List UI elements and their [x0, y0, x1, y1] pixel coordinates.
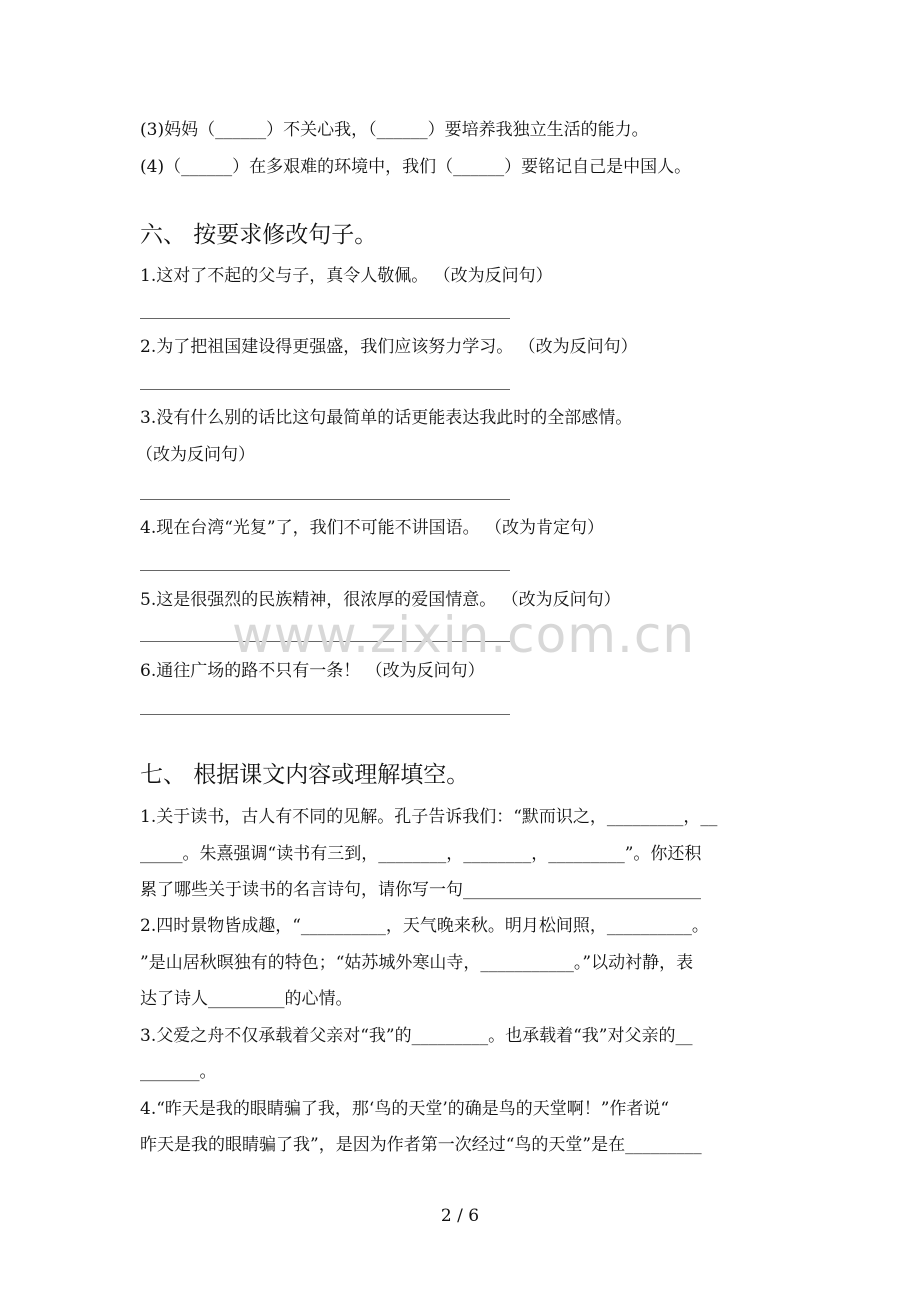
- answer-line-2[interactable]: [140, 389, 510, 390]
- watermark: www.zixin.com.cn: [232, 606, 696, 664]
- answer-line-1[interactable]: [140, 318, 510, 319]
- section-6-title: 六、 按要求修改句子。: [140, 222, 378, 248]
- section-6-item-6: 6.通往广场的路不只有一条！ （改为反问句）: [140, 661, 485, 681]
- answer-line-3[interactable]: [140, 499, 510, 500]
- answer-line-6[interactable]: [140, 714, 510, 715]
- section-7-line-3: 累了哪些关于读书的名言诗句，请你写一句____________________________: [140, 880, 701, 900]
- section-7-line-5: ”是山居秋暝独有的特色；“姑苏城外寒山寺，___________。”以动衬静，表: [140, 953, 694, 973]
- question-4-line: (4)（______）在多艰难的环境中，我们（______）要铭记自己是中国人。: [140, 157, 692, 177]
- section-7-line-1: 1.关于读书，古人有不同的见解。孔子告诉我们：“默而识之，_________，__: [140, 807, 718, 827]
- section-7-line-4: 2.四时景物皆成趣，“__________，天气晚来秋。明月松间照，__________。: [140, 916, 709, 936]
- section-7-line-2: _____。朱熹强调“读书有三到，________，________，_________”。你还积: [140, 844, 702, 864]
- section-7-line-7: 3.父爱之舟不仅承载着父亲对“我”的_________。也承载着“我”对父亲的__: [140, 1026, 693, 1046]
- page-number: 2 / 6: [440, 1206, 480, 1226]
- section-7-line-8: _______。: [140, 1062, 217, 1082]
- answer-line-4[interactable]: [140, 570, 510, 571]
- section-7-line-10: 昨天是我的眼睛骗了我”，是因为作者第一次经过“鸟的天堂”是在_________: [140, 1135, 702, 1155]
- section-7-title: 七、 根据课文内容或理解填空。: [140, 762, 470, 788]
- section-6-item-3-instruction: （改为反问句）: [136, 445, 255, 465]
- section-6-item-5: 5.这是很强烈的民族精神，很浓厚的爱国情意。 （改为反问句）: [140, 590, 621, 610]
- section-6-item-4: 4.现在台湾“光复”了，我们不可能不讲国语。 （改为肯定句）: [140, 518, 605, 538]
- section-6-item-3: 3.没有什么别的话比这句最简单的话更能表达我此时的全部感情。: [140, 408, 633, 428]
- question-3-line: (3)妈妈（______）不关心我，（______）要培养我独立生活的能力。: [140, 120, 649, 140]
- section-6-item-1: 1.这对了不起的父与子，真令人敬佩。 （改为反问句）: [140, 266, 553, 286]
- section-6-item-2: 2.为了把祖国建设得更强盛，我们应该努力学习。 （改为反问句）: [140, 337, 638, 357]
- section-7-line-9: 4.“昨天是我的眼睛骗了我，那‘鸟的天堂’的确是鸟的天堂啊！”作者说“: [140, 1099, 670, 1119]
- section-7-line-6: 达了诗人_________的心情。: [140, 989, 353, 1009]
